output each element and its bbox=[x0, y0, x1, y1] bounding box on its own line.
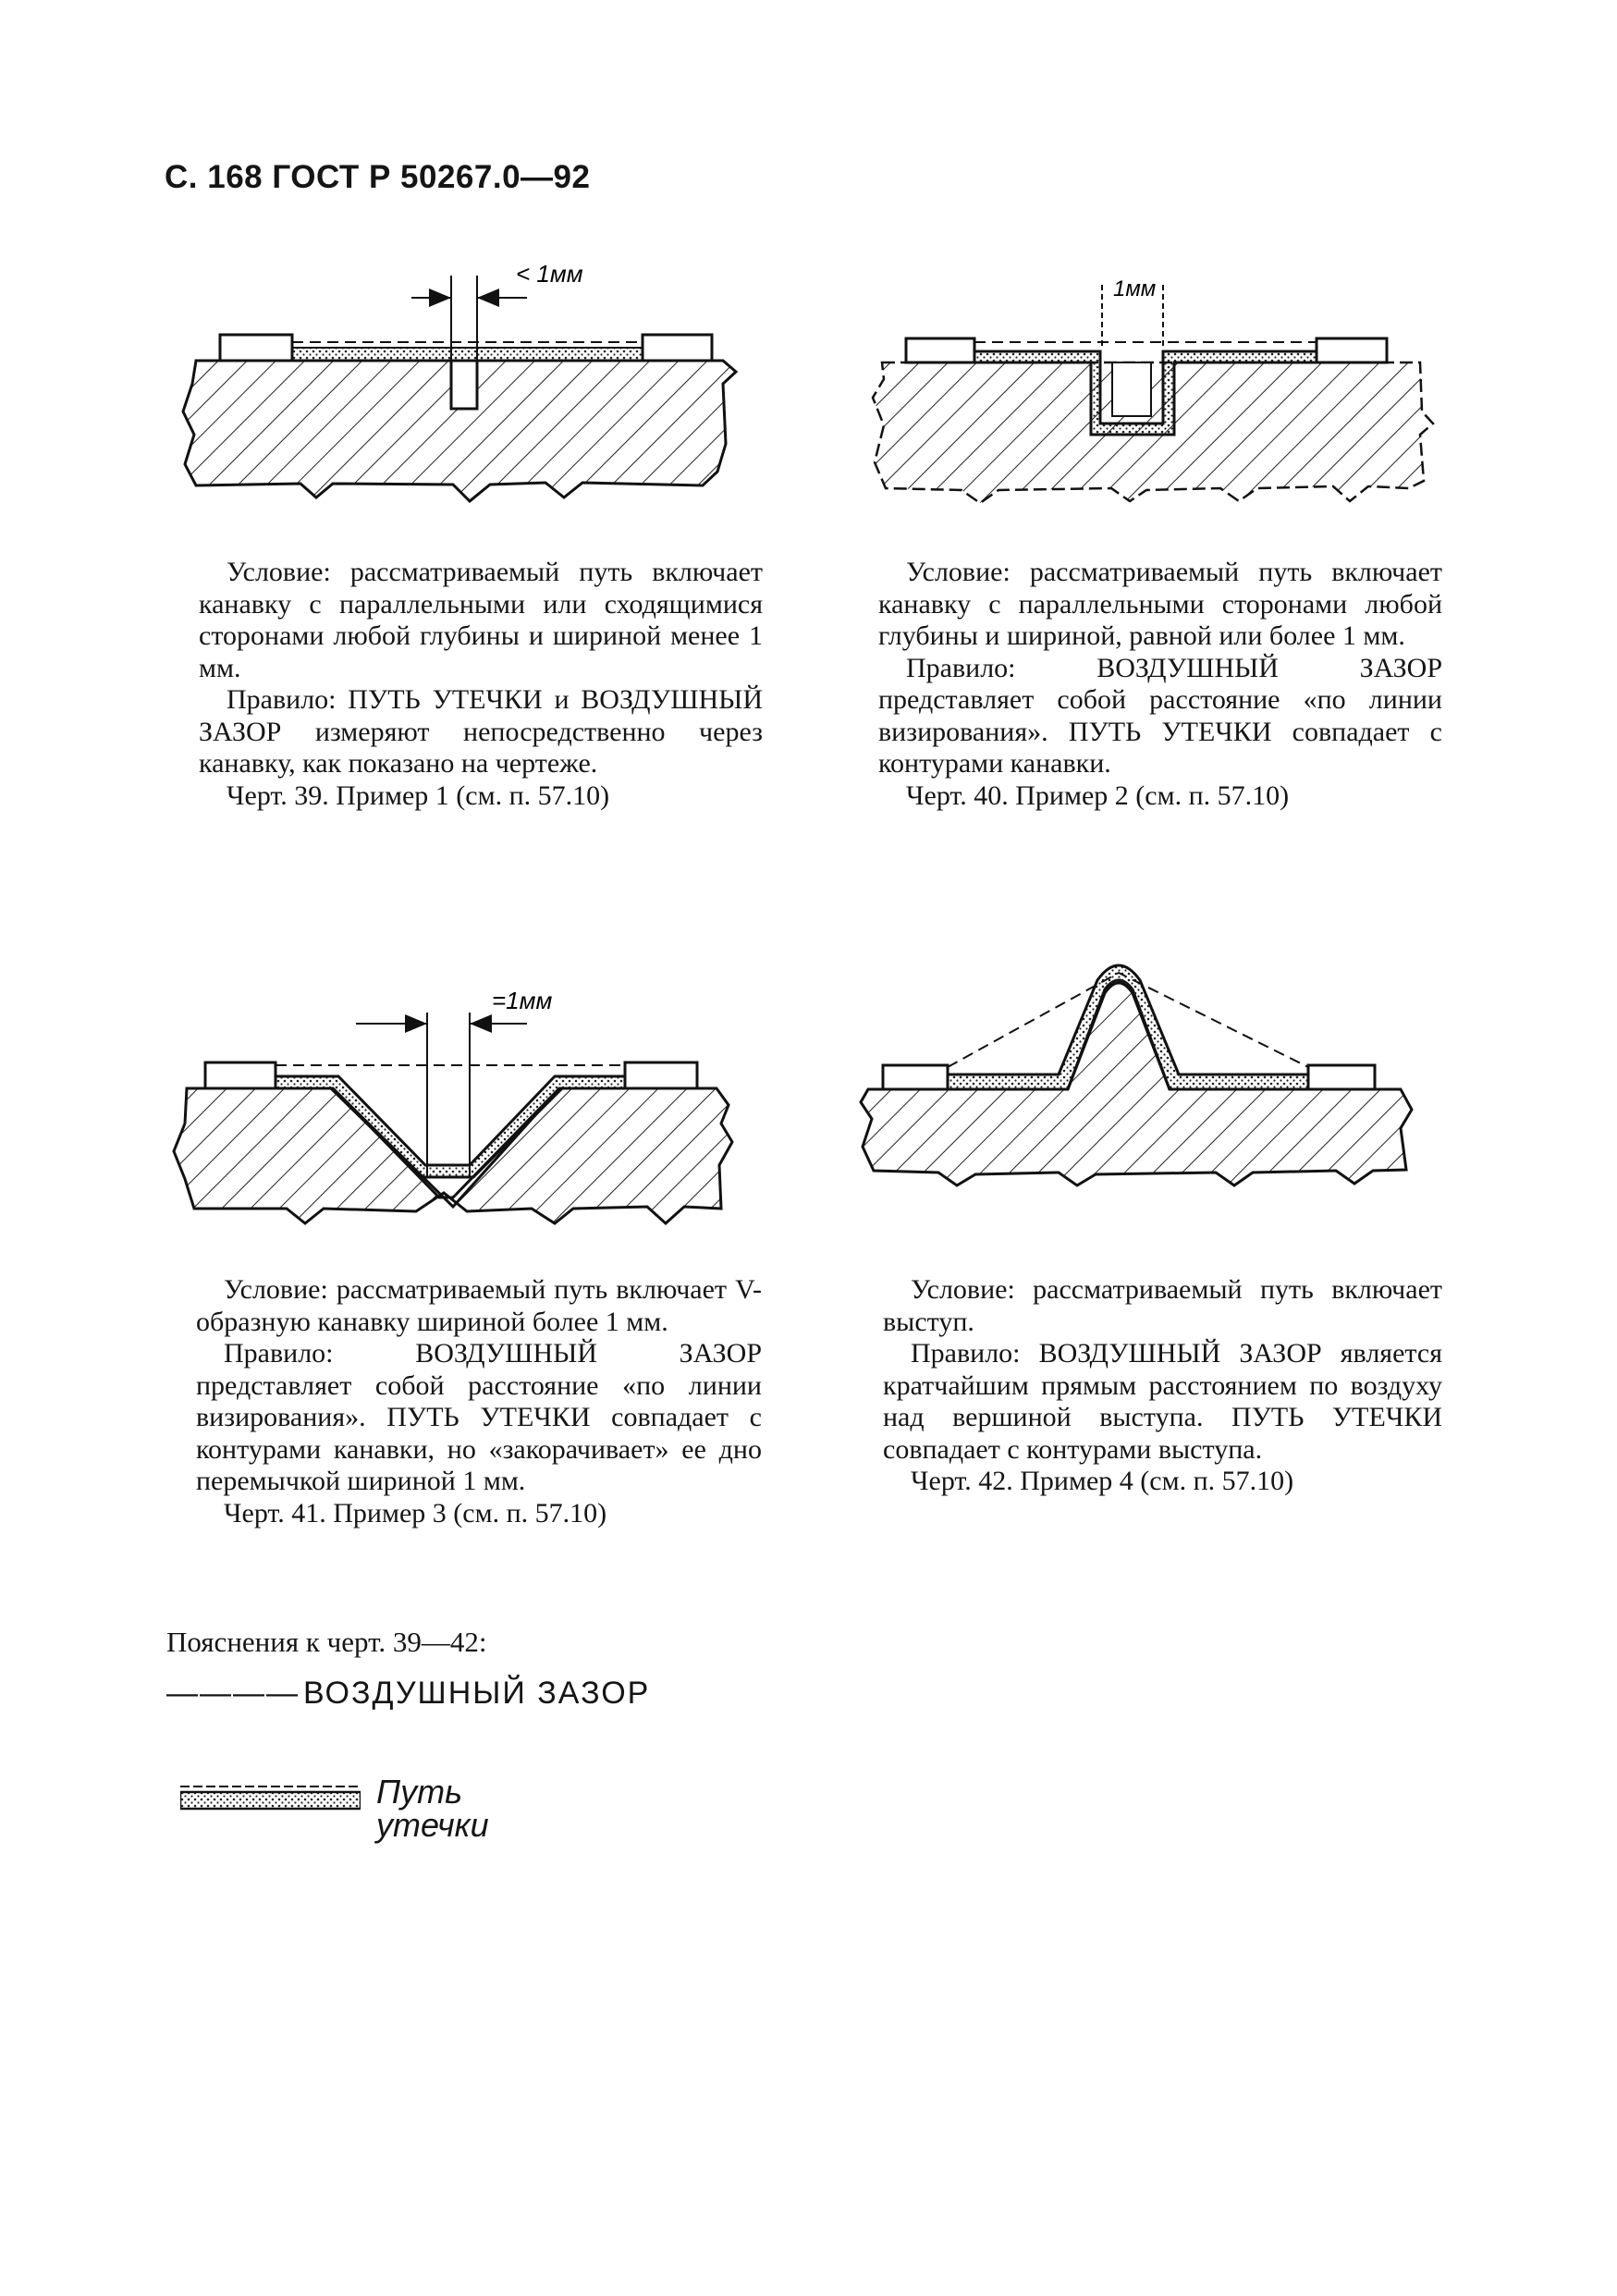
dimension-label: 1мм bbox=[1113, 276, 1157, 301]
caption-42 bbox=[883, 1274, 1442, 1498]
figure-41 bbox=[166, 976, 758, 1244]
air-gap-symbol: ———— bbox=[166, 1676, 300, 1711]
figure-reference: Черт. 40. Пример 2 (см. п. 57.10) bbox=[906, 780, 1290, 811]
legend-title: Пояснения к черт. 39—42: bbox=[166, 1626, 487, 1658]
conductor-right bbox=[1308, 1065, 1375, 1089]
dimension-label: =1мм bbox=[492, 987, 553, 1014]
conductor-left bbox=[906, 338, 974, 362]
condition-text: Условие: рассматриваемый путь включает выступ. bbox=[883, 1274, 1442, 1337]
caption-40 bbox=[878, 557, 1442, 812]
dimension-label: < 1мм bbox=[516, 260, 583, 288]
conductor-right bbox=[1317, 338, 1387, 362]
condition-text: Условие: рассматриваемый путь включает V-образную канавку шириной более 1 мм. bbox=[196, 1274, 762, 1337]
conductor-left bbox=[883, 1065, 948, 1089]
conductor-left bbox=[205, 1062, 276, 1088]
figure-reference: Черт. 42. Пример 4 (см. п. 57.10) bbox=[911, 1466, 1294, 1496]
rule-text: Правило: ВОЗДУШНЫЙ ЗАЗОР представляет собой расстояние «по линии визирования». ПУТЬ УТЕЧКИ совпадает с контурами канавки. bbox=[878, 652, 1442, 779]
caption-41 bbox=[196, 1274, 762, 1529]
legend-air-gap bbox=[166, 1676, 650, 1712]
insulation-body bbox=[174, 1088, 732, 1223]
groove bbox=[451, 361, 477, 409]
leakage-swatch bbox=[180, 1785, 361, 1818]
conductor-right bbox=[643, 335, 712, 361]
rule-text: Правило: ВОЗДУШНЫЙ ЗАЗОР является кратчайшим прямым расстоянием по воздуху над вершиной выступа. ПУТЬ УТЕЧКИ совпадает с контурами выступа. bbox=[883, 1338, 1442, 1465]
conductor-left bbox=[220, 335, 292, 361]
groove bbox=[1112, 362, 1151, 416]
creepage-path bbox=[292, 348, 643, 361]
condition-text: Условие: рассматриваемый путь включает канавку с параллельными или сходящимися сторонами любой глубины и шириной менее 1 мм. bbox=[199, 557, 763, 683]
figure-39 bbox=[176, 259, 767, 518]
leakage-label-line1: Путь bbox=[376, 1773, 463, 1811]
air-gap-label: ВОЗДУШНЫЙ ЗАЗОР bbox=[303, 1676, 651, 1711]
figure-40 bbox=[869, 268, 1442, 518]
rule-text: Правило: ПУТЬ УТЕЧКИ и ВОЗДУШНЫЙ ЗАЗОР измеряют непосредственно через канавку, как показано на чертеже. bbox=[199, 684, 763, 779]
rule-text: Правило: ВОЗДУШНЫЙ ЗАЗОР представляет собой расстояние «по линии визирования». ПУТЬ УТЕЧКИ совпадает с контурами канавки, но «закорачивает» ее дно перемычкой шириной 1 мм. bbox=[196, 1338, 762, 1496]
page-header: С. 168 ГОСТ Р 50267.0—92 bbox=[165, 159, 591, 195]
figure-reference: Черт. 39. Пример 1 (см. п. 57.10) bbox=[227, 780, 610, 811]
figure-reference: Черт. 41. Пример 3 (см. п. 57.10) bbox=[224, 1497, 607, 1529]
figure-42 bbox=[855, 952, 1428, 1211]
conductor-right bbox=[625, 1062, 697, 1088]
caption-39 bbox=[199, 557, 763, 812]
leakage-label-line2: утечки bbox=[376, 1806, 489, 1844]
condition-text: Условие: рассматриваемый путь включает канавку с параллельными сторонами любой глубины и шириной, равной или более 1 мм. bbox=[878, 557, 1442, 651]
